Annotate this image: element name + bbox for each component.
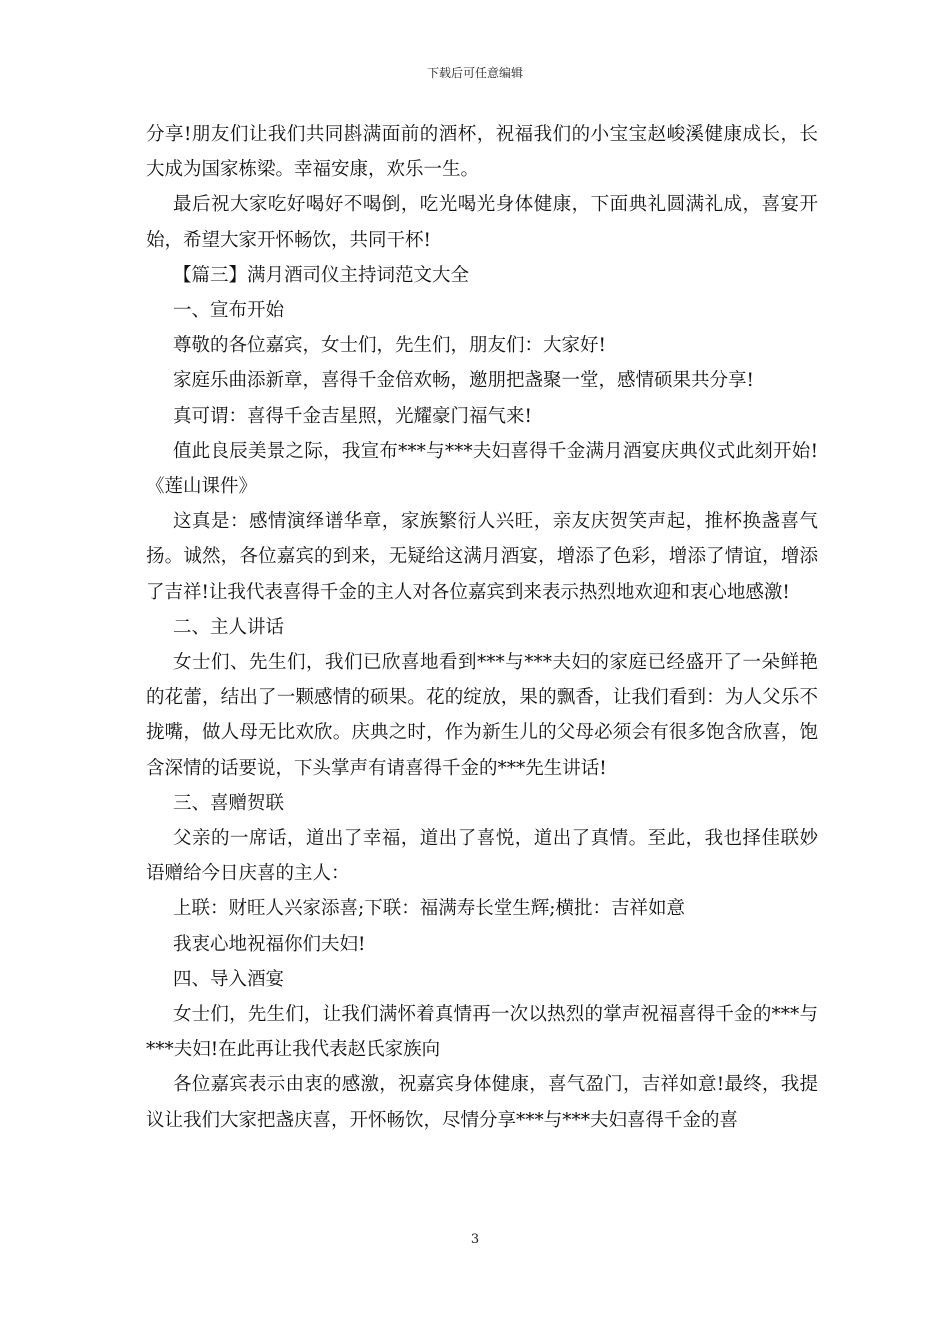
paragraph: 我衷心地祝福你们夫妇!	[173, 933, 366, 955]
paragraph: 真可谓：喜得千金吉星照，光耀豪门福气来!	[173, 405, 532, 427]
paragraph: 分享!朋友们让我们共同斟满面前的酒杯，祝福我们的小宝宝赵峻溪健康成长，长大成为国家栋梁。幸福安康，欢乐一生。	[146, 124, 818, 181]
paragraph: 上联：财旺人兴家添喜;下联：福满寿长堂生辉;横批：吉祥如意	[173, 898, 685, 920]
paragraph: 二、主人讲话	[173, 616, 285, 638]
paragraph: 一、宣布开始	[173, 300, 285, 322]
paragraph: 最后祝大家吃好喝好不喝倒，吃光喝光身体健康，下面典礼圆满礼成，喜宴开始，希望大家开怀畅饮，共同干杯!	[146, 194, 818, 251]
page-number: 3	[470, 1232, 480, 1247]
paragraph: 父亲的一席话，道出了幸福，道出了喜悦，道出了真情。至此，我也择佳联妙语赠给今日庆喜的主人：	[146, 828, 818, 885]
paragraph: 这真是：感情演绎谱华章，家族繁衍人兴旺，亲友庆贺笑声起，推杯换盏喜气扬。诚然，各位嘉宾的到来，无疑给这满月酒宴，增添了色彩，增添了情谊，增添了吉祥!让我代表喜得千金的主人对各位嘉宾到来表示热烈地欢迎和衷心地感激!	[146, 511, 818, 603]
paragraph: 四、导入酒宴	[173, 968, 285, 990]
page-header: 下载后可任意编辑	[426, 66, 523, 80]
paragraph: 女士们，先生们，让我们满怀着真情再一次以热烈的掌声祝福喜得千金的***与***夫妇!在此再让我代表赵氏家族向	[146, 1004, 818, 1061]
paragraph: 各位嘉宾表示由衷的感激，祝嘉宾身体健康，喜气盈门，吉祥如意!最终，我提议让我们大家把盏庆喜，开怀畅饮，尽情分享***与***夫妇喜得千金的喜	[146, 1074, 818, 1131]
paragraph: 女士们、先生们，我们已欣喜地看到***与***夫妇的家庭已经盛开了一朵鲜艳的花蕾，结出了一颗感情的硕果。花的绽放，果的飘香，让我们看到：为人父乐不拢嘴，做人母无比欢欣。庆典之时，作为新生儿的父母必须会有很多饱含欣喜，饱含深情的话要说，下头掌声有请喜得千金的***先生讲话!	[146, 652, 818, 779]
paragraph: 三、喜赠贺联	[173, 792, 285, 814]
paragraph: 尊敬的各位嘉宾，女士们，先生们，朋友们：大家好!	[173, 335, 606, 357]
paragraph: 【篇三】满月酒司仪主持词范文大全	[173, 264, 470, 286]
paragraph: 值此良辰美景之际，我宣布***与***夫妇喜得千金满月酒宴庆典仪式此刻开始!《莲山课件》	[146, 440, 818, 498]
paragraph: 家庭乐曲添新章，喜得千金倍欢畅，邀朋把盏聚一堂，感情硕果共分享!	[173, 370, 754, 392]
document-body	[146, 117, 818, 1138]
